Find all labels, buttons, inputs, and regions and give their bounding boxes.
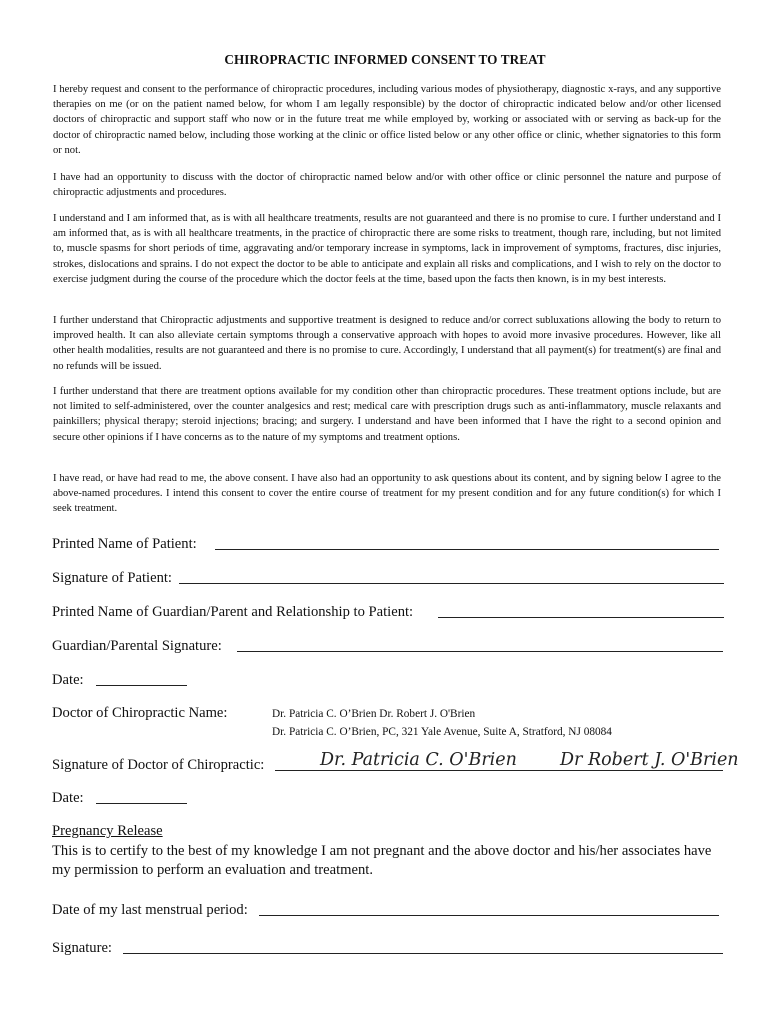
signature-line[interactable] [123,953,723,954]
printed-name-line[interactable] [215,549,719,550]
guardian-name-label: Printed Name of Guardian/Parent and Relationship to Patient: [52,604,414,620]
guardian-name-line[interactable] [438,617,724,618]
doctor-address: Dr. Patricia C. O’Brien, PC, 321 Yale Avenue, Suite A, Stratford, NJ 08084 [272,726,612,738]
printed-name-label: Printed Name of Patient: [52,536,197,552]
form-title: CHIROPRACTIC INFORMED CONSENT TO TREAT [224,52,546,67]
patient-signature-label: Signature of Patient: [52,570,172,586]
doctor-signature-label: Signature of Doctor of Chiropractic: [52,757,265,773]
consent-paragraph-1: I hereby request and consent to the performance of chiropractic procedures, including various modes of physiotherapy, diagnostic x-rays, and any supportive therapies on me (or on the patient named below, for whom I am legally responsible) by the doctor of chiropractic indicated below and/or other licensed doctors of chiropractic and support staff who now or in the future treat me while employed by, working or associated with or serving as back-up for the doctor of chiropractic named below, including those working at the clinic or office listed below or any other office or clinic, whether signatories to this form or not. [53,84,721,156]
doctor-signature-robert: Dr Robert J. O'Brien [560,750,739,770]
consent-paragraph-3: I understand and I am informed that, as is with all healthcare treatments, results are not guaranteed and there is no promise to cure. I further understand and I am informed that, as is with all healthcare treatments, in the practice of chiropractic there are some risks to treatment, though rare, including, but not limited to, muscle spasms for short periods of time, aggravating and/or temporary increase in symptoms, lack in improvement of symptoms, fractures, disc injuries, strokes, dislocations and sprains. I do not expect the doctor to be able to anticipate and explain all risks and complications, and I wish to rely on the doctor to exercise judgment during the course of the procedure which the doctor feels at the time, based upon the facts then known, is in my best interests. [53,213,721,285]
pregnancy-release-text: This is to certify to the best of my knowledge I am not pregnant and the above doctor and his/her associates have my permission to perform an evaluation and treatment. [52,843,712,878]
date-line[interactable] [96,685,187,686]
pregnancy-release-heading: Pregnancy Release [52,823,163,839]
doctor-names: Dr. Patricia C. O’Brien Dr. Robert J. O'Brien [272,708,476,720]
lmp-label: Date of my last menstrual period: [52,902,248,918]
doctor-signature-line[interactable] [275,770,723,771]
consent-paragraph-2: I have had an opportunity to discuss with the doctor of chiropractic named below and/or with other office or clinic personnel the nature and purpose of chiropractic adjustments and procedures. [53,172,721,199]
guardian-signature-line[interactable] [237,651,723,652]
consent-paragraph-5: I further understand that there are treatment options available for my condition other than chiropractic procedures. These treatment options include, but are not limited to self-administered, over the counter analgesics and rest; medical care with prescription drugs such as anti-inflammatory, muscle relaxants and painkillers; physical therapy; steroid injections; bracing; and surgery. I understand and have been informed that I have the right to a second opinion and secure other opinions if I have concerns as to the nature of my symptoms and treatment options. [53,386,721,443]
doctor-signature-patricia: Dr. Patricia C. O'Brien [320,750,517,770]
date-label: Date: [52,672,84,688]
doctor-name-label: Doctor of Chiropractic Name: [52,705,228,721]
date-label-2: Date: [52,790,84,806]
consent-paragraph-6: I have read, or have had read to me, the above consent. I have also had an opportunity to ask questions about its content, and by signing below I agree to the above-named procedures. I intend this consent to cover the entire course of treatment for my present condition and for any future condition(s) for which I seek treatment. [53,473,721,515]
date-line-2[interactable] [96,803,187,804]
patient-signature-line[interactable] [179,583,724,584]
guardian-signature-label: Guardian/Parental Signature: [52,638,222,654]
consent-paragraph-4: I further understand that Chiropractic adjustments and supportive treatment is designed to reduce and/or correct subluxations allowing the body to return to improved health. It can also alleviate certain symptoms through a conservative approach with hopes to avoid more invasive procedures. However, like all other health modalities, results are not guaranteed and there is no promise to cure. Accordingly, I understand that all payment(s) for treatment(s) are final and no refunds will be issued. [53,315,721,372]
lmp-line[interactable] [259,915,719,916]
signature-label: Signature: [52,940,112,956]
